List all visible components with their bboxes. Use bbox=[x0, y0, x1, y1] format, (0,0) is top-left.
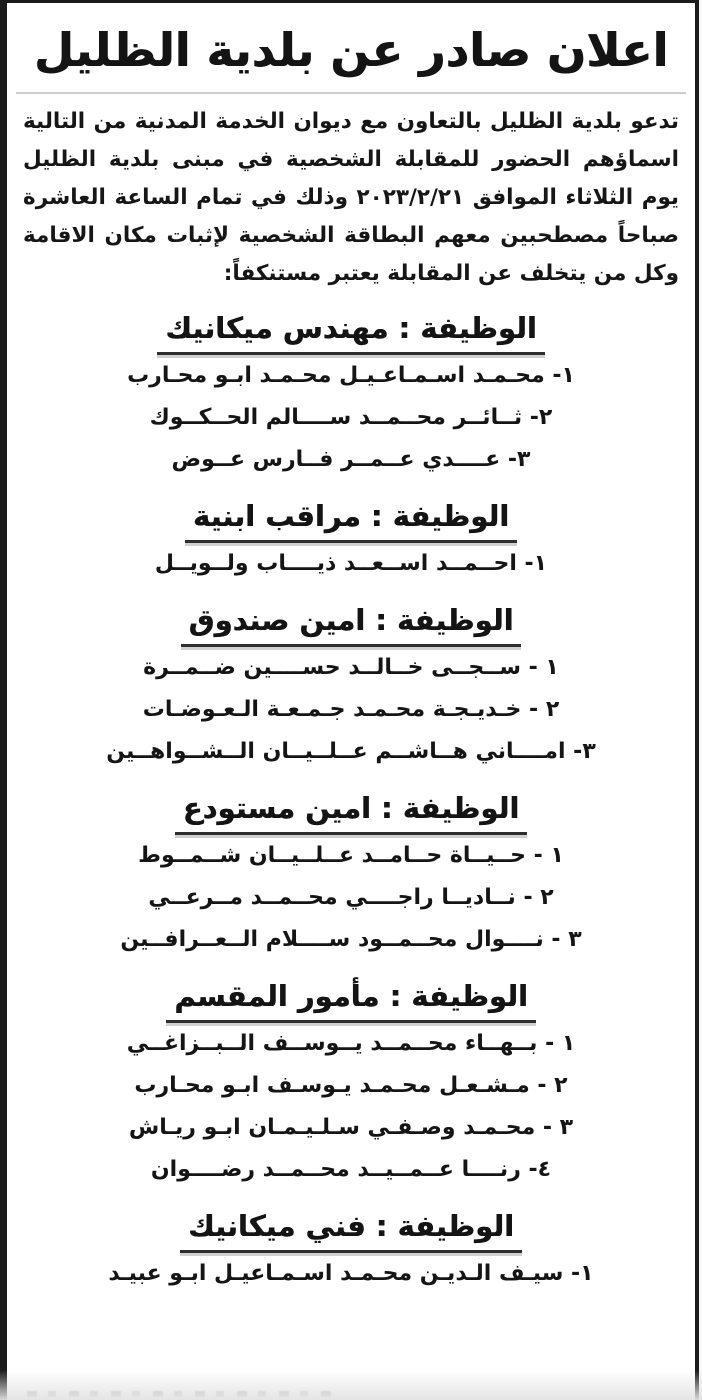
job-heading-row bbox=[16, 1207, 686, 1253]
candidate-name: ١- محـمـد اسـمـاعـيـل محـمـد ابـو محـارب bbox=[127, 363, 575, 388]
candidate-name: ١ - حــيــاة حــامــد عــلــيــان شــمــوط bbox=[138, 843, 564, 868]
candidate-name: ١ - بــهــاء محــمــد يــوســف الــبــزاغــي bbox=[126, 1031, 576, 1056]
job-sections-list bbox=[16, 309, 686, 1295]
candidate-name: ٢ - مـشـعـل محـمـد يـوسـف ابـو محـارب bbox=[134, 1073, 568, 1098]
job-section bbox=[16, 497, 686, 585]
job-section bbox=[16, 1207, 686, 1295]
job-heading-row bbox=[16, 309, 686, 355]
candidate-name: ٣ - نــــوال محــمــود ســــلام الــعــرافــين bbox=[120, 927, 582, 952]
job-heading: الوظيفة : مهندس ميكانيك bbox=[157, 309, 545, 355]
job-heading: الوظيفة : مراقب ابنية bbox=[185, 497, 517, 543]
job-heading: الوظيفة : مأمور المقسم bbox=[166, 977, 536, 1023]
job-section bbox=[16, 601, 686, 773]
job-heading: الوظيفة : امين صندوق bbox=[181, 601, 522, 647]
job-section bbox=[16, 789, 686, 961]
job-section bbox=[16, 309, 686, 481]
job-heading: الوظيفة : امين مستودع bbox=[175, 789, 528, 835]
title-divider-line bbox=[16, 92, 686, 94]
job-heading-row bbox=[16, 977, 686, 1023]
job-heading-row bbox=[16, 601, 686, 647]
candidate-name: ٤- رنــــا عــمــيــد محــمــد رضــــوان bbox=[150, 1157, 552, 1182]
job-heading-row bbox=[16, 497, 686, 543]
candidate-name: ١ - ســجــى خــالــد حســــين ضــمــرة bbox=[143, 655, 559, 680]
candidate-name: ٣ - محـمـد وصـفـي سـلـيـمـان ابـو ريـاش bbox=[128, 1115, 574, 1140]
cutoff-text-remnant bbox=[27, 1391, 332, 1397]
job-heading-row bbox=[16, 789, 686, 835]
candidate-name: ١- سيـف الـديـن محـمـد اسـمـاعيـل ابـو عبيـد bbox=[108, 1261, 594, 1286]
job-heading: الوظيفة : فني ميكانيك bbox=[180, 1207, 522, 1253]
job-section bbox=[16, 977, 686, 1191]
candidate-name: ٣- امــــاني هــاشــم عــلــيــان الــشــواهــين bbox=[106, 739, 596, 764]
announcement-intro-paragraph: تدعو بلدية الظليل بالتعاون مع ديوان الخدمة المدنية من التالية اسماؤهم الحضور للمقابلة الشخصية في مبنى بلدية الظليل يوم الثلاثاء الموافق ٢٠٢٣/٢/٢١ وذلك في تمام الساعة العاشرة صباحاً مصطحبين معهم البطاقة الشخصية لإثبات مكان الاقامة وكل من يتخلف عن المقابلة يعتبر مستنكفاً: bbox=[23, 109, 680, 286]
announcement-title: اعلان صادر عن بلدية الظليل bbox=[33, 23, 669, 77]
candidate-name: ٣- عــــدي عــمــر فــارس عــوض bbox=[171, 447, 531, 472]
candidate-name: ١- احــمــد اســعــد ذيــــاب ولــويــل bbox=[154, 551, 548, 576]
candidate-name: ٢- ثــائــر محــمــد ســــالم الحــكــوك bbox=[149, 405, 553, 430]
candidate-name: ٢ - خـديـجـة محـمـد جـمـعـة الـعـوضـات bbox=[142, 697, 560, 722]
candidate-name: ٢ - نــاديــا راجــــي محــمــد مــرعــي bbox=[148, 885, 554, 910]
